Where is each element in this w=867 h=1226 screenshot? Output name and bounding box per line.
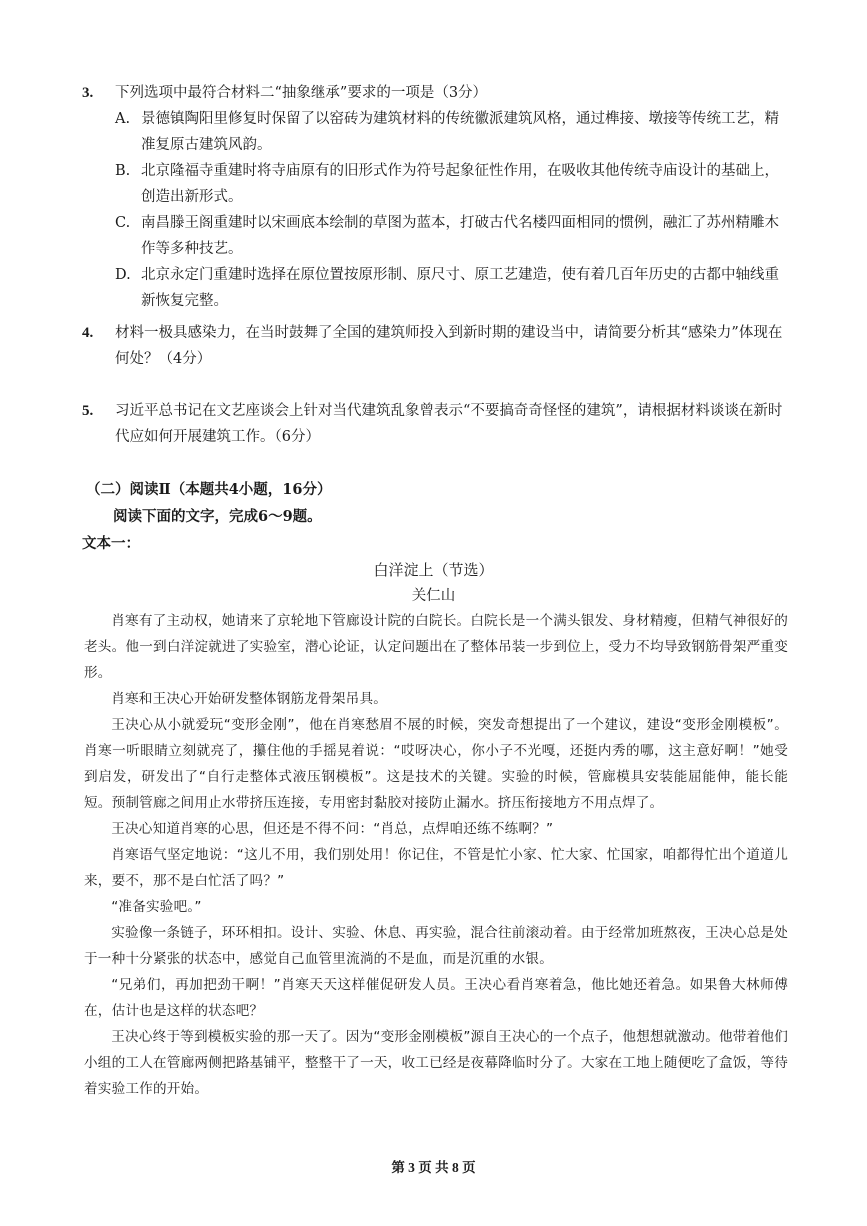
question-3 (82, 80, 792, 314)
option-d (115, 262, 792, 314)
option-letter: B. (115, 163, 131, 179)
option-b (115, 158, 792, 210)
question-stem: 习近平总书记在文艺座谈会上针对当代建筑乱象曾表示“不要搞奇奇怪怪的建筑”，请根据材料谈谈在新时代应如何开展建筑工作。（6分） (115, 403, 783, 445)
story-paragraph: 肖寒有了主动权，她请来了京轮地下管廊设计院的白院长。白院长是一个满头银发、身材精瘦，但精气神很好的老头。他一到白洋淀就进了实验室，潜心论证，认定问题出在了整体吊装一步到位上，受力不均导致钢筋骨架严重变形。 (84, 613, 788, 681)
section-instruction: 阅读下面的文字，完成6～9题。 (113, 508, 322, 525)
option-letter: C. (115, 215, 131, 231)
question-5 (82, 398, 792, 450)
option-text: 南昌滕王阁重建时以宋画底本绘制的草图为蓝本，打破古代名楼四面相同的惯例，融汇了苏州精雕木作等多种技艺。 (141, 215, 779, 257)
option-letter: A. (115, 111, 131, 127)
section-heading: （二）阅读Ⅱ（本题共4小题，16分） (86, 481, 332, 498)
story-paragraph: 实验像一条链子，环环相扣。设计、实验、休息、再实验，混合往前滚动着。由于经常加班熬夜，王决心总是处于一种十分紧张的状态中，感觉自己血管里流淌的不是血，而是沉重的水银。 (84, 925, 788, 967)
story-paragraph: 肖寒和王决心开始研发整体钢筋龙骨架吊具。 (111, 691, 388, 707)
story-paragraph: “准备实验吧。” (111, 899, 202, 915)
option-text: 北京永定门重建时选择在原位置按原形制、原尺寸、原工艺建造，使有着几百年历史的古都中轴线重新恢复完整。 (141, 267, 779, 309)
story-paragraph: 王决心终于等到模板实验的那一天了。因为“变形金刚模板”源自王决心的一个点子，他想想就激动。他带着他们小组的工人在管廊两侧把路基铺平，整整干了一天，收工已经是夜幕降临时分了。大家在工地上随便吃了盒饭，等待着实验工作的开始。 (84, 1029, 788, 1097)
option-letter: D. (115, 267, 131, 283)
story-author: 关仁山 (411, 588, 456, 604)
story-paragraph: 王决心知道肖寒的心思，但还是不得不问：“肖总，点焊咱还练不练啊？” (111, 821, 554, 837)
question-stem: 材料一极具感染力，在当时鼓舞了全国的建筑师投入到新时期的建设当中，请简要分析其“感染力”体现在何处？（4分） (115, 325, 783, 367)
question-number: 3. (82, 85, 94, 101)
option-text: 北京隆福寺重建时将寺庙原有的旧形式作为符号起象征性作用，在吸收其他传统寺庙设计的基础上，创造出新形式。 (141, 163, 779, 205)
option-a (115, 106, 792, 158)
page-footer: 第 3 页 共 8 页 (391, 1160, 476, 1175)
story-title: 白洋淀上（节选） (373, 561, 494, 579)
question-4 (82, 320, 792, 372)
question-number: 4. (82, 325, 94, 341)
question-number: 5. (82, 403, 94, 419)
text-label: 文本一： (82, 535, 140, 552)
story-paragraph: 王决心从小就爱玩“变形金刚”，他在肖寒愁眉不展的时候，突发奇想提出了一个建议，建设“变形金刚模板”。肖寒一听眼睛立刻就亮了，攥住他的手摇晃着说：“哎呀决心，你小子不光嘎，还挺内秀的哪，这主意好啊！”她受到启发，研发出了“自行走整体式液压钢模板”。这是技术的关键。实验的时候，管廊模具安装能屈能伸，能长能短。预制管廊之间用止水带挤压连接，专用密封黏胶对接防止漏水。挤压衔接地方不用点焊了。 (84, 717, 788, 811)
option-text: 景德镇陶阳里修复时保留了以窑砖为建筑材料的传统徽派建筑风格，通过榫接、墩接等传统工艺，精准复原古建筑风韵。 (141, 111, 779, 153)
option-c (115, 210, 792, 262)
story-paragraph: 肖寒语气坚定地说：“这儿不用，我们别处用！你记住，不管是忙小家、忙大家、忙国家，咱都得忙出个道道儿来，要不，那不是白忙活了吗？” (84, 847, 788, 889)
question-stem: 下列选项中最符合材料二“抽象继承”要求的一项是（3分） (115, 85, 488, 101)
story-paragraph: “兄弟们，再加把劲干啊！”肖寒天天这样催促研发人员。王决心看肖寒着急，他比她还着急。如果鲁大林师傅在，估计也是这样的状态吧？ (84, 977, 788, 1019)
story-body (84, 608, 788, 1102)
